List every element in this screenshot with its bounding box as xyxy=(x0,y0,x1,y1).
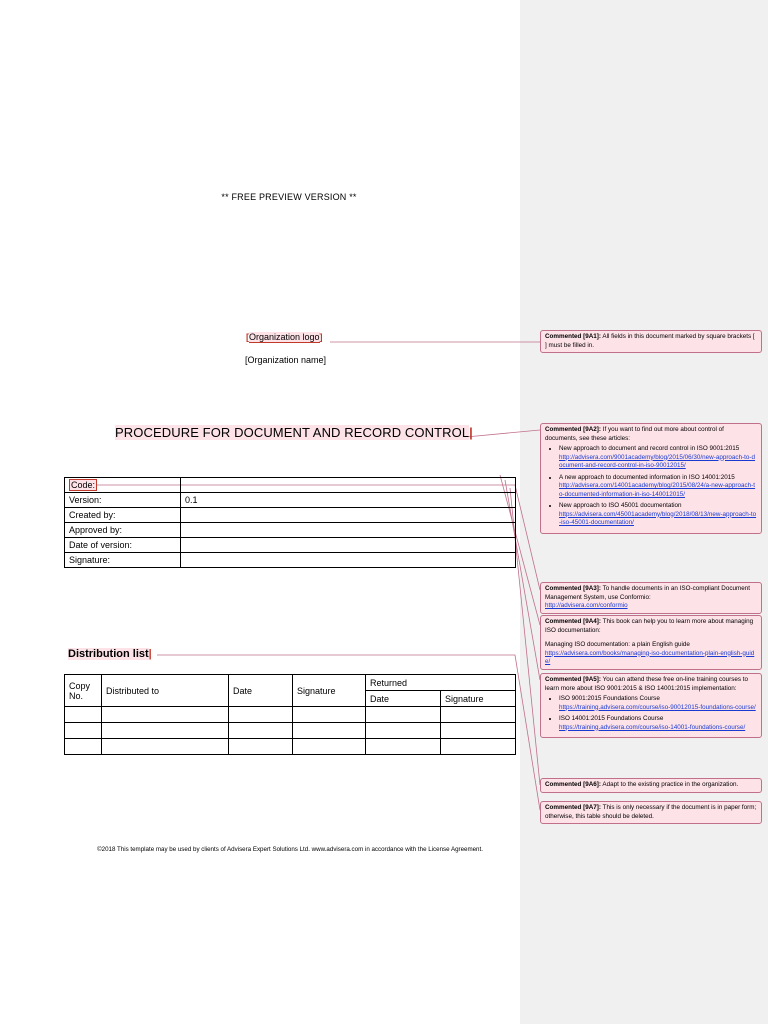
info-label-code: Code: xyxy=(65,478,181,493)
info-row-created-by xyxy=(65,508,516,523)
col-date: Date xyxy=(229,675,293,707)
info-label-approved-by: Approved by: xyxy=(65,523,181,538)
comment-9a3[interactable] xyxy=(540,582,762,614)
table-row xyxy=(65,707,516,723)
list-item: • New approach to ISO 45001 documentation https://advisera.com/45001academy/blog/2018/08/13/new-approach-to-iso-45001-documentation/ xyxy=(559,502,757,528)
table-cell[interactable] xyxy=(229,739,293,755)
table-cell[interactable] xyxy=(293,723,366,739)
comment-9a6[interactable] xyxy=(540,778,762,793)
comment-text: Adapt to the existing practice in the organization. xyxy=(602,781,739,788)
distribution-table xyxy=(64,674,516,755)
table-cell[interactable] xyxy=(366,739,441,755)
comment-text: You can attend these free on-line training courses to learn more about ISO 9001:2015 & ISO 14001:2015 implementation: xyxy=(545,676,749,692)
table-cell[interactable] xyxy=(229,707,293,723)
table-cell[interactable] xyxy=(102,739,229,755)
list-item: • A new approach to documented information in ISO 14001:2015 http://advisera.com/14001academy/blog/2015/08/24/a-new-approach-to-documented-information-in-iso-140012015/ xyxy=(559,474,757,500)
comment-article-list xyxy=(545,445,757,528)
comment-heading: Commented [9A4]: xyxy=(545,618,601,625)
comment-text: This book can help you to learn more about managing ISO documentation: xyxy=(545,618,754,634)
info-value-approved-by[interactable] xyxy=(181,523,516,538)
table-cell[interactable] xyxy=(293,739,366,755)
info-label-signature: Signature: xyxy=(65,553,181,568)
comment-heading: Commented [9A2]: xyxy=(545,426,601,433)
table-cell[interactable] xyxy=(293,707,366,723)
comment-9a1[interactable] xyxy=(540,330,762,353)
comment-course-list xyxy=(545,695,757,732)
table-cell[interactable] xyxy=(229,723,293,739)
organization-name-placeholder[interactable]: [Organization name] xyxy=(245,355,327,365)
table-row xyxy=(65,739,516,755)
col-returned-signature: Signature xyxy=(441,691,516,707)
table-cell[interactable] xyxy=(65,739,102,755)
organization-logo-placeholder[interactable]: [Organization logo] xyxy=(246,332,323,342)
distribution-list-heading: Distribution list| xyxy=(68,648,152,660)
comment-heading: Commented [9A5]: xyxy=(545,676,601,683)
info-value-code[interactable] xyxy=(181,478,516,493)
info-label-date-of-version: Date of version: xyxy=(65,538,181,553)
table-cell[interactable] xyxy=(65,723,102,739)
course-link[interactable]: https://training.advisera.com/course/iso-14001-foundations-course/ xyxy=(559,723,746,731)
organization-logo-text: Organization logo xyxy=(249,332,320,342)
info-value-version[interactable]: 0.1 xyxy=(181,493,516,508)
info-row-approved-by xyxy=(65,523,516,538)
table-cell[interactable] xyxy=(441,723,516,739)
info-row-date-of-version xyxy=(65,538,516,553)
list-item: • ISO 14001:2015 Foundations Course https://training.advisera.com/course/iso-14001-foundations-course/ xyxy=(559,715,757,732)
table-cell[interactable] xyxy=(366,723,441,739)
free-preview-label: ** FREE PREVIEW VERSION ** xyxy=(221,192,357,202)
comment-heading: Commented [9A6]: xyxy=(545,781,601,788)
col-distributed-to: Distributed to xyxy=(102,675,229,707)
comment-9a5[interactable] xyxy=(540,673,762,738)
document-title: PROCEDURE FOR DOCUMENT AND RECORD CONTROL| xyxy=(115,425,473,440)
col-returned-date: Date xyxy=(366,691,441,707)
info-value-created-by[interactable] xyxy=(181,508,516,523)
table-row xyxy=(65,723,516,739)
table-cell[interactable] xyxy=(102,723,229,739)
col-signature: Signature xyxy=(293,675,366,707)
comment-text: If you want to find out more about control of documents, see these articles: xyxy=(545,426,724,442)
comment-text: This is only necessary if the document is in paper form; otherwise, this table should be deleted. xyxy=(545,804,757,820)
list-item: • ISO 9001:2015 Foundations Course https://training.advisera.com/course/iso-90012015-foundations-course/ xyxy=(559,695,757,712)
col-copy-no: Copy No. xyxy=(65,675,102,707)
article-link[interactable]: http://advisera.com/9001academy/blog/2015/06/30/new-approach-to-document-and-record-control-in-iso-90012015/ xyxy=(559,453,756,469)
comment-9a7[interactable] xyxy=(540,801,762,824)
comment-heading: Commented [9A3]: xyxy=(545,585,601,592)
table-cell[interactable] xyxy=(65,707,102,723)
table-cell[interactable] xyxy=(102,707,229,723)
col-returned: Returned xyxy=(366,675,516,691)
info-row-signature xyxy=(65,553,516,568)
info-row-code xyxy=(65,478,516,493)
book-title: Managing ISO documentation: a plain English guide xyxy=(545,641,690,648)
comment-heading: Commented [9A1]: xyxy=(545,333,601,340)
comment-9a2[interactable] xyxy=(540,423,762,534)
info-label-version: Version: xyxy=(65,493,181,508)
license-footer: ©2018 This template may be used by clients of Advisera Expert Solutions Ltd. www.advisera.com in accordance with the License Agreement. xyxy=(97,846,483,853)
info-row-version xyxy=(65,493,516,508)
conformio-link[interactable]: http://advisera.com/conformio xyxy=(545,602,628,609)
table-cell[interactable] xyxy=(441,739,516,755)
info-label-created-by: Created by: xyxy=(65,508,181,523)
comment-heading: Commented [9A7]: xyxy=(545,804,601,811)
distribution-header-row xyxy=(65,675,516,691)
comment-text: All fields in this document marked by square brackets [ ] must be filled in. xyxy=(545,333,755,349)
comment-9a4[interactable] xyxy=(540,615,762,670)
book-link[interactable]: https://advisera.com/books/managing-iso-documentation-plain-english-guide/ xyxy=(545,649,755,665)
article-link[interactable]: http://advisera.com/14001academy/blog/2015/08/24/a-new-approach-to-documented-information-in-iso-140012015/ xyxy=(559,482,756,498)
table-cell[interactable] xyxy=(441,707,516,723)
document-info-table xyxy=(64,477,516,568)
info-value-date-of-version[interactable] xyxy=(181,538,516,553)
comment-text: To handle documents in an ISO-compliant Document Management System, use Conformio: xyxy=(545,585,750,601)
table-cell[interactable] xyxy=(366,707,441,723)
article-link[interactable]: https://advisera.com/45001academy/blog/2018/08/13/new-approach-to-iso-45001-documentation/ xyxy=(559,510,757,526)
course-link[interactable]: https://training.advisera.com/course/iso-90012015-foundations-course/ xyxy=(559,703,756,711)
list-item: • New approach to document and record control in ISO 9001:2015 http://advisera.com/9001academy/blog/2015/06/30/new-approach-to-document-and-record-control-in-iso-90012015/ xyxy=(559,445,757,471)
info-value-signature[interactable] xyxy=(181,553,516,568)
